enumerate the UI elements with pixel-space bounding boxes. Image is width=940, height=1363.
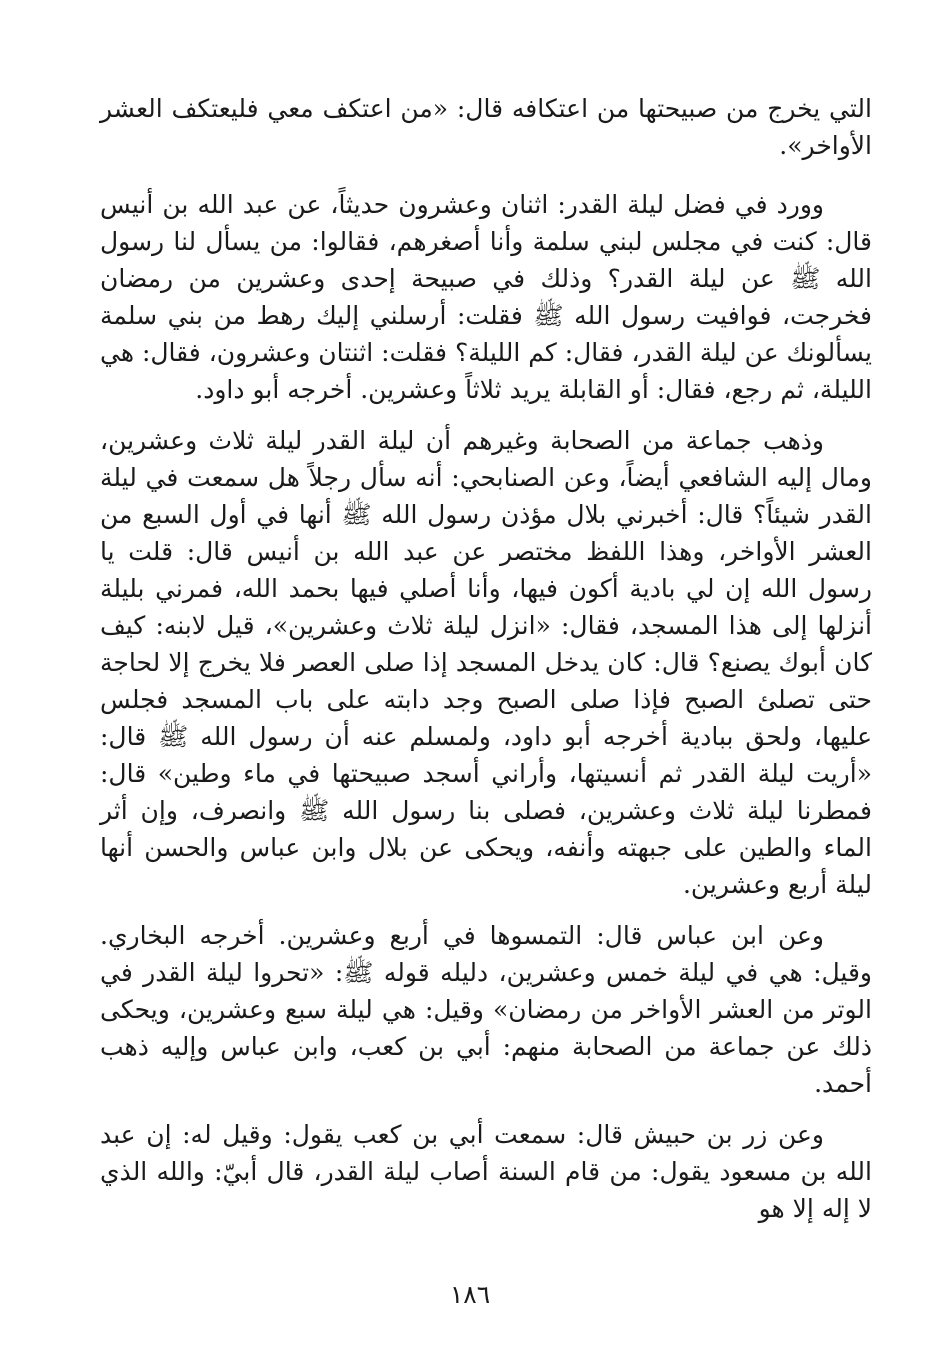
paragraph-gap: [100, 1102, 872, 1116]
paragraph-gap: [100, 903, 872, 917]
paragraph-gap: [100, 408, 872, 422]
paragraph-5: وعن زر بن حبيش قال: سمعت أبي بن كعب يقول: وقيل له: إن عبد الله بن مسعود يقول: من قام السنة أصاب ليلة القدر، قال أبيّ: والله الذي لا إله إلا هو: [100, 1120, 872, 1223]
page-number: ١٨٦: [449, 1280, 491, 1309]
paragraph-3: وذهب جماعة من الصحابة وغيرهم أن ليلة القدر ليلة ثلاث وعشرين، ومال إليه الشافعي أيضاً، وعن الصنابحي: أنه سأل رجلاً هل سمعت في ليلة القدر شيئاً؟ قال: أخبرني بلال مؤذن رسول الله ﷺ أنها في أول السبع من العشر الأواخر، وهذا اللفظ مختصر عن عبد الله بن أنيس قال: قلت يا رسول الله إن لي بادية أكون فيها، وأنا أصلي فيها بحمد الله، فمرني بليلة أنزلها إلى هذا المسجد، فقال: «انزل ليلة ثلاث وعشرين»، قيل لابنه: كيف كان أبوك يصنع؟ قال: كان يدخل المسجد إذا صلى العصر فلا يخرج إلا لحاجة حتى تصلئ الصبح فإذا صلى الصبح وجد دابته على باب المسجد فجلس عليها، ولحق ببادية أخرجه أبو داود، ولمسلم عنه أن رسول الله ﷺ قال: «أريت ليلة القدر ثم أنسيتها، وأراني أسجد صبيحتها في ماء وطين» قال: فمطرنا ليلة ثلاث وعشرين، فصلى بنا رسول الله ﷺ وانصرف، وإن أثر الماء والطين على جبهته وأنفه، ويحكى عن بلال وابن عباس والحسن أنها ليلة أربع وعشرين.: [100, 426, 872, 899]
body-text: [100, 90, 872, 1227]
paragraph-1: التي يخرج من صبيحتها من اعتكافه قال: «من اعتكف معي فليعتكف العشر الأواخر».: [100, 94, 872, 160]
paragraph-4: وعن ابن عباس قال: التمسوها في أربع وعشرين. أخرجه البخاري. وقيل: هي في ليلة خمس وعشرين، دليله قوله ﷺ: «تحروا ليلة القدر في الوتر من العشر الأواخر من رمضان» وقيل: هي ليلة سبع وعشرين، ويحكى ذلك عن جماعة من الصحابة منهم: أبي بن كعب، وابن عباس وإليه ذهب أحمد.: [100, 921, 872, 1098]
paragraph-gap: [100, 164, 872, 186]
paragraph-2: وورد في فضل ليلة القدر: اثنان وعشرون حديثاً، عن عبد الله بن أنيس قال: كنت في مجلس لبني سلمة وأنا أصغرهم، فقالوا: من يسأل لنا رسول الله ﷺ عن ليلة القدر؟ وذلك في صبيحة إحدى وعشرين من رمضان فخرجت، فوافيت رسول الله ﷺ فقلت: أرسلني إليك رهط من بني سلمة يسألونك عن ليلة القدر، فقال: كم الليلة؟ فقلت: اثنتان وعشرون، فقال: هي الليلة، ثم رجع، فقال: أو القابلة يريد ثلاثاً وعشرين. أخرجه أبو داود.: [99, 190, 872, 404]
